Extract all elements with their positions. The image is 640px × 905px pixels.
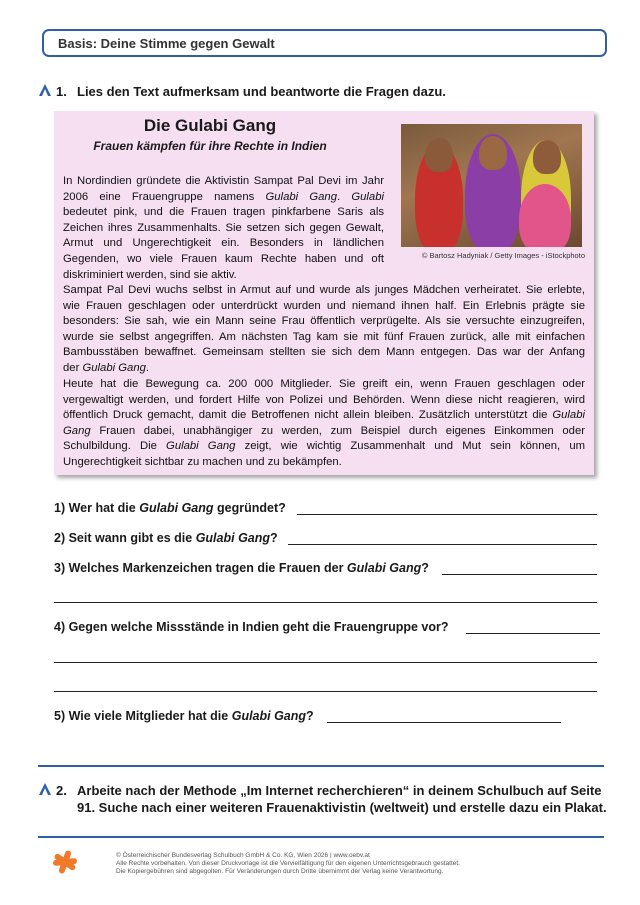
footer-rights: Alle Rechte vorbehalten. Von dieser Druckvorlage ist die Vervielfältigung für den eigenen Unterrichtsgebrauch gestattet. [116, 860, 460, 867]
answer-line-5[interactable] [327, 722, 561, 723]
level-triangle-icon [38, 83, 52, 97]
article-paragraph-3 [63, 377, 585, 471]
footer-copyright: © Österreichischer Bundesverlag Schulbuch GmbH & Co. KG, Wien 2026 | www.oebv.at [116, 852, 370, 859]
p2-line: Bambusstäben bewaffnet. Gemeinsam stellten sie sich dem Mann entgegen. Das war der Anfang [63, 346, 585, 359]
question-3: 3) Welches Markenzeichen tragen die Frauen der Gulabi Gang? [54, 561, 429, 575]
worksheet-title: Basis: Deine Stimme gegen Gewalt [58, 36, 275, 51]
p3-line: Heute hat die Bewegung ca. 200 000 Mitglieder. Sie greift ein, wenn Frauen geschlagen oder [63, 378, 585, 390]
article-paragraph-2 [63, 283, 585, 377]
section-divider [38, 765, 604, 767]
answer-line-3[interactable] [442, 574, 597, 575]
question-1: 1) Wer hat die Gulabi Gang gegründet? [54, 501, 286, 515]
p3-line: Ungerechtigkeit sichtbar zu machen und zu bekämpfen. [63, 455, 342, 468]
p3-line: Gang Frauen dabei, unabhängiger zu werden, zum Beispiel durch eigenes Einkommen oder [63, 424, 585, 437]
task2-instruction-line-1: Arbeite nach der Methode „Im Internet recherchieren“ in deinem Schulbuch auf Seite [77, 783, 602, 798]
task1-instruction: Lies den Text aufmerksam und beantworte die Fragen dazu. [77, 84, 446, 99]
answer-line-1[interactable] [297, 514, 597, 515]
p1-line: In Nordindien gründete die Aktivistin Sampat Pal Devi im Jahr [63, 175, 384, 187]
task1-number: 1. [56, 84, 67, 99]
p1-line: Gegenden, wo viele Frauen kaum Rechte haben und oft [63, 252, 384, 265]
footer-disclaimer: Die Kopiergebühren sind abgegolten. Für Veränderungen durch Dritte übernimmt der Verlag keine Verantwortung. [116, 868, 444, 875]
task2-instruction-line-2: 91. Suche nach einer weiteren Frauenaktivistin (weltweit) und erstelle dazu ein Plakat. [77, 800, 607, 815]
p1-line: Zeichen ihres Zusammenhalts. Sie setzen sich gegen Gewalt, [63, 221, 384, 234]
photo-credit: © Bartosz Hadyniak / Getty Images - iStockphoto [421, 251, 585, 260]
p1-line: diskriminiert werden, sind sie aktiv. [63, 268, 237, 281]
publisher-logo-icon [52, 848, 78, 876]
p2-line: wurde sie selbst angegriffen. Am nächsten Tag kam sie mit fünf Frauen zurück, alle mit einfachen [63, 330, 585, 343]
p3-line: öffentlich Druck gemacht, damit die Betroffenen nicht allein bleiben. Zusätzlich unterstützt die Gulabi [63, 409, 585, 422]
footer-divider [38, 836, 604, 838]
answer-line-3b[interactable] [54, 602, 597, 603]
article-photo [401, 124, 582, 247]
question-4: 4) Gegen welche Missstände in Indien geht die Frauengruppe vor? [54, 620, 449, 634]
article-subtitle: Frauen kämpfen für ihre Rechte in Indien [93, 139, 327, 153]
level-triangle-icon [38, 782, 52, 796]
answer-line-4c[interactable] [54, 691, 597, 692]
question-5: 5) Wie viele Mitglieder hat die Gulabi Gang? [54, 709, 314, 723]
p3-line: vergewaltigt werden, und fordert Hilfe von Polizei und Behörden. Wenn diese nicht reagieren, wird [63, 393, 585, 406]
p3-line: Schulbildung. Die Gulabi Gang zeigt, wie wichtig Zusammenhalt und Mut sein können, um [63, 440, 586, 453]
p2-line: besonders: Sie sah, wie ein Mann seine Frau öffentlich verprügelte. Als sie versuchte einzugreifen, [63, 315, 585, 328]
task2-number: 2. [56, 783, 67, 798]
p2-line: wie Frauen geschlagen oder unterdrückt wurden und niemand ihnen half. Ein Erlebnis prägte sie [63, 299, 585, 312]
article-paragraph-1 [63, 174, 384, 283]
article-title: Die Gulabi Gang [143, 116, 277, 135]
p2-line: der Gulabi Gang. [63, 361, 150, 374]
p2-line: Sampat Pal Devi wuchs selbst in Armut auf und wurde als junges Mädchen verheiratet. Sie erlebte, [63, 284, 585, 296]
answer-line-2[interactable] [288, 544, 597, 545]
answer-line-4[interactable] [466, 633, 600, 634]
question-2: 2) Seit wann gibt es die Gulabi Gang? [54, 531, 278, 545]
answer-line-4b[interactable] [54, 662, 597, 663]
p1-line: bedeutet pink, und die Frauen tragen pinkfarbene Saris als [63, 206, 384, 219]
worksheet-header [42, 29, 607, 57]
p1-line: 2006 eine Frauengruppe namens Gulabi Gang. Gulabi [63, 190, 384, 203]
p1-line: Armut und Ungerechtigkeit ein. Besonders in ländlichen [63, 237, 384, 250]
